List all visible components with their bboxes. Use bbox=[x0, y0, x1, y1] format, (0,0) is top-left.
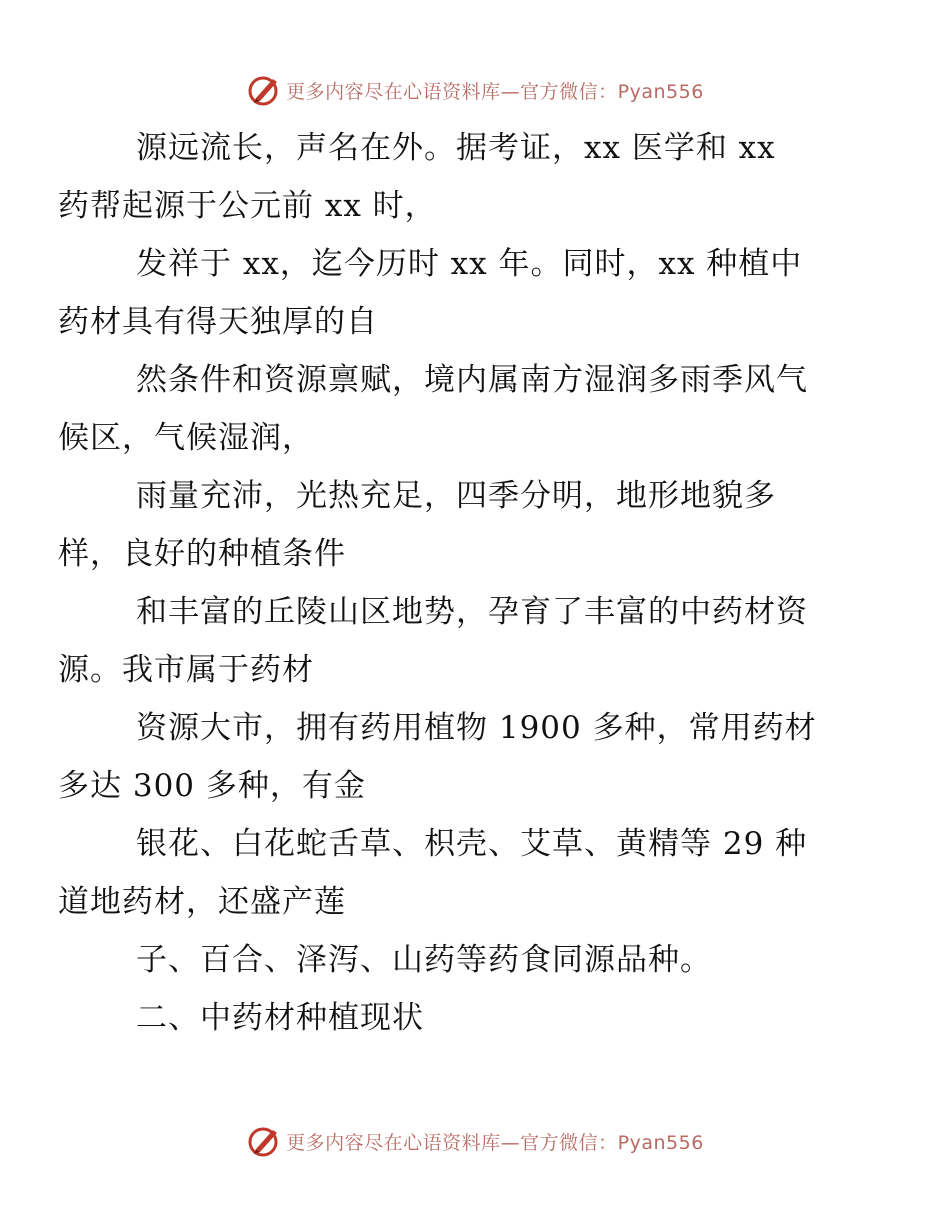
paragraph-line: 道地药材，还盛产莲 bbox=[58, 884, 346, 920]
paragraph-line: 资源大市，拥有药用植物 1900 多种，常用药材 bbox=[136, 710, 817, 746]
paragraph bbox=[58, 815, 857, 931]
pen-logo-icon bbox=[246, 1123, 282, 1159]
paragraph bbox=[58, 351, 857, 467]
watermark-text: 更多内容尽在心语资料库—官方微信：Pyan556 bbox=[286, 80, 704, 103]
paragraph bbox=[58, 235, 857, 351]
paragraph-line: 样，良好的种植条件 bbox=[58, 536, 346, 572]
paragraph-line: 源。我市属于药材 bbox=[58, 652, 314, 688]
paragraph bbox=[58, 467, 857, 583]
document-body bbox=[58, 119, 857, 1047]
paragraph-line: 银花、白花蛇舌草、枳壳、艾草、黄精等 29 种 bbox=[136, 826, 808, 862]
section-heading bbox=[97, 989, 857, 1047]
paragraph-line: 药帮起源于公元前 xx 时， bbox=[58, 188, 437, 224]
paragraph-line: 和丰富的丘陵山区地势，孕育了丰富的中药材资 bbox=[136, 594, 808, 630]
paragraph-line: 药材具有得天独厚的自 bbox=[58, 304, 378, 340]
paragraph-line: 发祥于 xx，迄今历时 xx 年。同时，xx 种植中 bbox=[136, 246, 803, 282]
watermark-text: 更多内容尽在心语资料库—官方微信：Pyan556 bbox=[286, 1131, 704, 1154]
paragraph-line: 雨量充沛，光热充足，四季分明，地形地貌多 bbox=[136, 478, 776, 514]
paragraph bbox=[58, 699, 857, 815]
paragraph-line: 候区，气候湿润， bbox=[58, 420, 314, 456]
paragraph bbox=[58, 119, 857, 235]
paragraph-line: 子、百合、泽泻、山药等药食同源品种。 bbox=[136, 942, 712, 978]
pen-logo-icon bbox=[246, 72, 282, 108]
header-watermark bbox=[0, 70, 950, 110]
footer-watermark bbox=[0, 1121, 950, 1161]
paragraph bbox=[97, 931, 857, 989]
paragraph-line: 源远流长，声名在外。据考证，xx 医学和 xx bbox=[136, 130, 776, 166]
paragraph-line: 然条件和资源禀赋，境内属南方湿润多雨季风气 bbox=[136, 362, 808, 398]
paragraph bbox=[58, 583, 857, 699]
paragraph-line: 多达 300 多种，有金 bbox=[58, 768, 366, 804]
heading-text: 二、中药材种植现状 bbox=[136, 1000, 424, 1036]
